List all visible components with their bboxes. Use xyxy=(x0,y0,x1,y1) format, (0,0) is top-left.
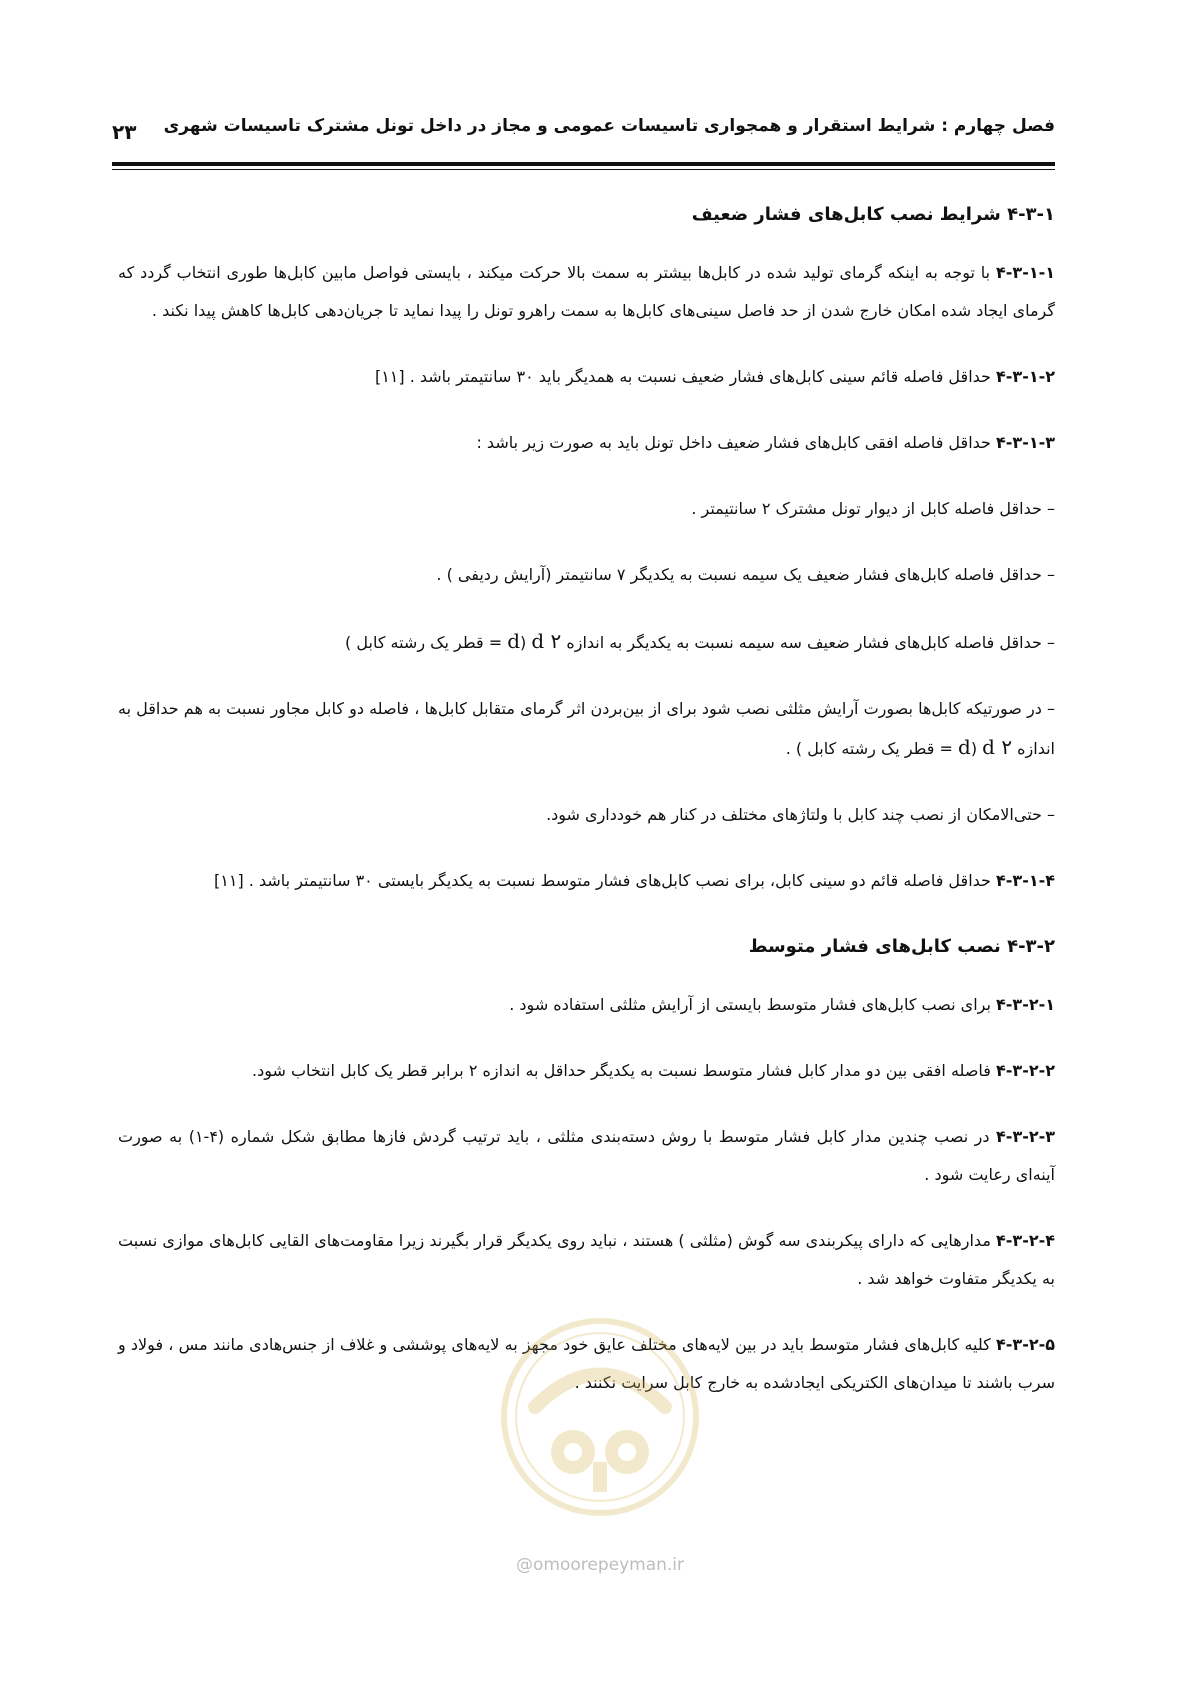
bullet-text: = قطر یک رشته کابل ) xyxy=(345,633,508,652)
bullet-single-core-distance: – حداقل فاصله کابل‌های فشار ضعیف یک سیمه نسبت به یکدیگر ۷ سانتیمتر (آرایش ردیفی ) . xyxy=(436,565,1055,584)
item-number: ۴-۳-۲-۵ xyxy=(996,1335,1055,1354)
bullet-different-voltages: – حتی‌الامکان از نصب چند کابل با ولتاژهای مختلف در کنار هم خودداری شود. xyxy=(546,805,1055,824)
paragraph-text: حداقل فاصله قائم سینی کابل‌های فشار ضعیف نسبت به همدیگر باید ۳۰ سانتیمتر باشد . [۱۱] xyxy=(374,367,997,386)
paragraph-4-3-1-4 xyxy=(118,862,1055,900)
paragraph-4-3-2-4 xyxy=(118,1222,1055,1298)
bullet-text: ( xyxy=(520,633,532,652)
paragraph-text: با توجه به اینکه گرمای تولید شده در کابل‌ها بیشتر به سمت بالا حرکت میکند ، بایستی فواصل مابین کابل‌ها طوری انتخاب گردد که گرمای ایجاد شده امکان خارج شدن از حد فاصل سینی‌های کابل‌ها به سمت راهرو تونل را پیدا نماید تا جریان‌دهی کابل‌ها کاهش پیدا نکند . xyxy=(118,263,1055,320)
paragraph-4-3-1-1 xyxy=(118,254,1055,330)
section-heading-2: ۴-۳-۲ نصب کابل‌های فشار متوسط xyxy=(748,936,1055,957)
item-number: ۴-۳-۱-۲ xyxy=(996,367,1055,386)
paragraph-text: مدارهایی که دارای پیکربندی سه گوش (مثلثی ) هستند ، نباید روی یکدیگر قرار بگیرند زیرا مقاومت‌های القایی کابل‌های موازی نسبت به یکدیگر متفاوت خواهد شد . xyxy=(118,1231,1055,1288)
bullet-text: – در صورتیکه کابل‌ها بصورت آرایش مثلثی نصب شود برای از بین‌بردن اثر گرمای متقابل کابل‌ها ، فاصله دو کابل مجاور نسبت به هم حداقل به اندازه xyxy=(118,699,1055,758)
item-number: ۴-۳-۱-۳ xyxy=(996,433,1055,452)
header-rule-thick xyxy=(112,162,1055,166)
document-body xyxy=(118,196,1055,1430)
formula-2d: ۲ d xyxy=(982,735,1013,759)
header-rule-thin xyxy=(112,169,1055,170)
paragraph-4-3-1-2 xyxy=(118,358,1055,396)
chapter-title: فصل چهارم : شرایط استقرار و همجواری تاسیسات عمومی و مجاز در داخل تونل مشترک تاسیسات شهری xyxy=(163,116,1055,136)
item-number: ۴-۳-۲-۲ xyxy=(996,1061,1055,1080)
formula-d: d xyxy=(958,735,971,759)
item-number: ۴-۳-۱-۱ xyxy=(996,263,1055,282)
bullet-wall-distance: – حداقل فاصله کابل از دیوار تونل مشترک ۲ سانتیمتر . xyxy=(691,499,1055,518)
bullet-text: = قطر یک رشته کابل ) . xyxy=(785,739,958,758)
paragraph-text: در نصب چندین مدار کابل فشار متوسط با روش دسته‌بندی مثلثی ، باید ترتیب گردش فازها مطابق شکل شماره (۴-۱) به صورت آینه‌ای رعایت شود . xyxy=(118,1127,1055,1184)
paragraph-4-3-1-3 xyxy=(118,424,1055,462)
formula-d: d xyxy=(507,629,520,653)
watermark-site: @omoorepeyman.ir xyxy=(515,1555,685,1575)
page-header xyxy=(112,110,1055,150)
paragraph-4-3-2-2 xyxy=(118,1052,1055,1090)
paragraph-4-3-2-5 xyxy=(118,1326,1055,1402)
item-number: ۴-۳-۱-۴ xyxy=(996,871,1055,890)
section-heading-1: ۴-۳-۱ شرایط نصب کابل‌های فشار ضعیف xyxy=(691,204,1055,225)
bullet-text: – حداقل فاصله کابل‌های فشار ضعیف سه سیمه نسبت به یکدیگر به اندازه xyxy=(561,633,1055,652)
paragraph-text: برای نصب کابل‌های فشار متوسط بایستی از آرایش مثلثی استفاده شود . xyxy=(509,995,997,1014)
paragraph-4-3-2-1 xyxy=(118,986,1055,1024)
item-number: ۴-۳-۲-۴ xyxy=(996,1231,1055,1250)
item-number: ۴-۳-۲-۳ xyxy=(996,1127,1056,1146)
paragraph-4-3-2-3 xyxy=(118,1118,1055,1194)
formula-2d: ۲ d xyxy=(531,629,562,653)
paragraph-text: فاصله افقی بین دو مدار کابل فشار متوسط نسبت به یکدیگر حداقل به اندازه ۲ برابر قطر یک کابل انتخاب شود. xyxy=(252,1061,997,1080)
paragraph-text: حداقل فاصله افقی کابل‌های فشار ضعیف داخل تونل باید به صورت زیر باشد : xyxy=(476,433,997,452)
bullet-three-core-distance xyxy=(118,622,1055,662)
page-number: ۲۳ xyxy=(112,120,137,144)
paragraph-text: حداقل فاصله قائم دو سینی کابل، برای نصب کابل‌های فشار متوسط نسبت به یکدیگر بایستی ۳۰ سانتیمتر باشد . [۱۱] xyxy=(214,871,997,890)
paragraph-text: کلیه کابل‌های فشار متوسط باید در بین لایه‌های مختلف عایق خود مجهز به لایه‌های پوششی و غلاف از جنس‌هادی مانند مس ، فولاد و سرب باشند تا میدان‌های الکتریکی ایجادشده به خارج کابل سرایت نکنند . xyxy=(118,1335,1055,1392)
bullet-triangular-arrangement xyxy=(118,690,1055,768)
bullet-text: ( xyxy=(970,739,983,758)
item-number: ۴-۳-۲-۱ xyxy=(996,995,1055,1014)
